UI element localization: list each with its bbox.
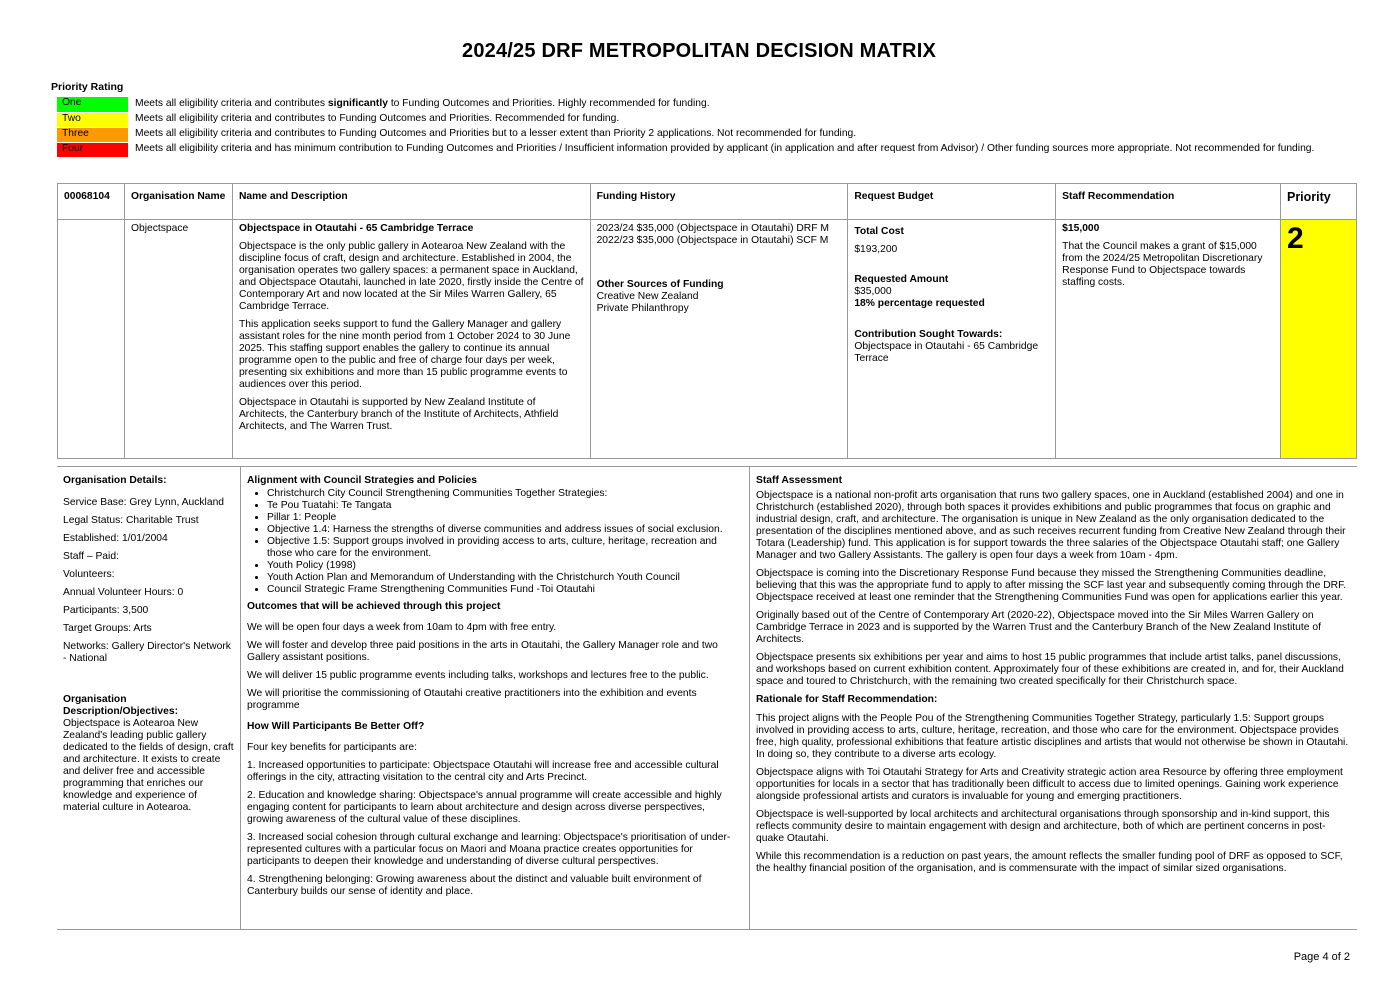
description-paragraph: This application seeks support to fund the Gallery Manager and gallery assistant roles for the nine month period from 1 October 2024 to 30 June 2025. This staffing support enables the gallery to continue its annual programme open to the public and free of charge four days per week, presenting six exhibitions and more than 15 public programme events to audiences over this period. [238,319,571,390]
priority-description-text: Meets all eligibility criteria and contributes to Funding Outcomes and Priorities. Recommended for funding. [135,113,620,124]
alignment-list [247,488,743,596]
description-paragraph: Objectspace is the only public gallery in Aotearoa New Zealand with the discipline focus of craft, design and architecture. Established in 2004, the organisation operates two gallery spaces: a permanent space in Auckland, and Objectspace Otautahi, launched in late 2020, firstly inside the Centre of Contemporary Art and now located at the Sir Miles Warren Gallery, 65 Cambridge Terrace. [238,241,584,312]
benefit-paragraph: 3. Increased social cohesion through cultural exchange and learning: Objectspace's prioritisation of under-represented cultures with a particular focus on Maori and Moana practice creates opportunities for participants to deepen their knowledge and understanding of diverse cultural perspectives. [247,832,731,867]
benefit-paragraph: 1. Increased opportunities to participate: Objectspace Otautahi will increase free and accessible cultural offerings in the city, attracting visitation to the central city and Arts Precinct. [247,760,719,783]
benefit-paragraph: 4. Strengthening belonging: Growing awareness about the distinct and valuable built environment of Canterbury builds our sense of identity and place. [247,874,702,897]
header-name-description: Name and Description [232,184,590,220]
assessment-paragraph: Originally based out of the Centre of Contemporary Art (2020-22), Objectspace moved into the Sir Miles Warren Gallery on Cambridge Terrace in 2023 and is supported by the Warren Trust and the Canterbury Branch of the New Zealand Institute of Architects. [756,610,1321,645]
priority-swatch: Four [57,142,128,157]
priority-description-emphasis: significantly [327,98,388,109]
priority-value: 2 [1286,222,1304,255]
org-detail-line: Target Groups: Arts [63,623,152,634]
priority-rating-row [57,142,1317,157]
alignment-item: • Christchurch City Council Strengthening Communities Together Strategies: [267,488,743,500]
outcome-paragraph: We will prioritise the commissioning of Otautahi creative practitioners into the exhibition and events programme [247,688,697,711]
rationale-paragraph: While this recommendation is a reduction on past years, the amount reflects the smaller funding pool of DRF as opposed to SCF, the healthy financial position of the organisation, and is commensurate with the impact of similar sized organisations. [756,851,1343,874]
priority-rating-heading: Priority Rating [51,81,124,93]
org-name-cell [124,220,232,459]
header-request-budget: Request Budget [848,184,1056,220]
percentage-requested: 18% percentage requested [854,298,985,309]
project-description [239,241,584,433]
alignment-column [240,467,749,929]
requested-amount-label: Requested Amount [854,274,949,285]
assessment-paragraph: Objectspace presents six exhibitions per year and aims to host 15 public programmes that include artist talks, panel discussions, and workshops based on current exhibition content. Approximately four of these exhibitions are created in, and for, their Auckland space and toured to Christchurch, with the remaining two created specifically for their Christchurch space. [756,652,1344,687]
rationale-heading: Rationale for Staff Recommendation: [756,694,938,705]
priority-description [128,97,1317,112]
id-cell [58,220,125,459]
benefit-paragraph: 2. Education and knowledge sharing: Objectspace's annual programme will create accessible and highly engaging content for participants to learn about architecture and design across diverse perspectives, growing awareness of the cultural value of these disciplines. [247,790,722,825]
org-detail-line: Networks: Gallery Director's Network - National [63,641,231,664]
outcome-paragraph: We will foster and develop three paid positions in the arts in Otautahi, the Gallery Manager role and two Gallery assistant positions. [247,640,718,663]
assessment-paragraph: Objectspace is a national non-profit arts organisation that runs two gallery spaces, one in Auckland (established 2004) and one in Christchurch (established 2020), through both spaces it provides exhibitions and public programmes that focus on graphic and industrial design, craft, and architecture. The organisation is unique in New Zealand as the only organisation dedicated to the presentation of the disciplines mentioned above, and as such receives recurrent funding from Creative New Zealand through their Totara (Leadership) fund. This application is for support towards the three salaries of the Objectspace Otautahi staff; one Gallery Manager and two Gallery Assistants. The gallery is open four days a week from 10am - 4pm. [756,490,1346,561]
staff-assessment-paragraphs [756,490,1351,688]
priority-description-text: Meets all eligibility criteria and contributes to Funding Outcomes and Priorities but to a lesser extent than Priority 2 applications. Not recommended for funding. [135,128,857,139]
rationale-paragraph: This project aligns with the People Pou of the Strengthening Communities Together Strategy, particularly 1.5: Support groups involved in providing access to arts, culture, heritage, recreation, and those who care for the environment. Objectspace provides free, high quality, professional exhibitions that feature artistic disciplines and artists that would not otherwise be shown in Otautahi. In doing so, they contribute to a diverse arts ecology. [756,713,1349,760]
org-detail-line: Service Base: Grey Lynn, Auckland [63,497,225,508]
rationale-paragraph: Objectspace is well-supported by local architects and architectural organisations through sponsorship and in-kind support, this reflects community desire to maintain engagement with design and architecture, both of which are pertinent concerns in post-quake Otautahi. [756,809,1330,844]
alignment-item: • Youth Policy (1998) [267,560,743,572]
priority-description [128,112,1317,127]
priority-rating-row [57,127,1317,142]
priority-description [128,142,1317,157]
outcomes-heading: Outcomes that will be achieved through this project [247,601,501,612]
header-org-name: Organisation Name [124,184,232,220]
priority-description-text: to Funding Outcomes and Priorities. Highly recommended for funding. [387,98,710,109]
header-staff-recommendation: Staff Recommendation [1056,184,1281,220]
priority-swatch: Three [57,127,128,142]
staff-assessment-heading: Staff Assessment [756,475,843,486]
header-funding-history: Funding History [590,184,848,220]
priority-description-text: Meets all eligibility criteria and contributes [135,98,328,109]
priority-rating-legend [57,97,1317,158]
priority-swatch: One [57,97,128,112]
other-source-entry: Creative New Zealand [596,291,699,302]
alignment-item: • Council Strategic Frame Strengthening Communities Fund -Toi Otautahi [267,584,743,596]
org-details-heading: Organisation Details: [63,475,167,486]
org-detail-line: Established: 1/01/2004 [63,533,168,544]
org-detail-line: Volunteers: [63,569,115,580]
description-paragraph: Objectspace in Otautahi is supported by New Zealand Institute of Architects, the Canterbury branch of the Institute of Architects, Athfield Architects, and The Warren Trust. [238,397,559,432]
application-table [57,183,1357,459]
org-name: Objectspace [130,223,189,234]
better-off-list [247,742,743,898]
total-cost-value: $193,200 [854,244,898,255]
org-description-heading: Organisation Description/Objectives: [63,694,179,717]
funding-history-list [597,223,842,247]
org-detail-line: Participants: 3,500 [63,605,149,616]
funding-history-cell [590,220,848,459]
alignment-heading: Alignment with Council Strategies and Policies [247,475,478,486]
priority-description [128,127,1317,142]
header-priority: Priority [1280,184,1356,220]
priority-cell [1280,220,1356,459]
better-off-heading: How Will Participants Be Better Off? [247,721,425,732]
org-details-list [63,497,234,665]
outcome-paragraph: We will deliver 15 public programme events including talks, workshops and lectures free to the public. [247,670,709,681]
request-budget-cell [848,220,1056,459]
requested-amount-value: $35,000 [854,286,892,297]
alignment-item: • Youth Action Plan and Memorandum of Understanding with the Christchurch Youth Council [267,572,743,584]
name-description-cell [232,220,590,459]
alignment-item: • Objective 1.5: Support groups involved in providing access to arts, culture, heritage, recreation and those who care for the environment. [267,536,743,560]
priority-rating-row [57,112,1317,127]
outcomes-list [247,622,743,712]
recommended-amount: $15,000 [1062,223,1100,234]
benefit-paragraph: Four key benefits for participants are: [247,742,417,753]
alignment-item: • Te Pou Tuatahi: Te Tangata [267,500,743,512]
other-source-entry: Private Philanthropy [596,303,689,314]
page-number: Page 4 of 2 [1293,951,1350,963]
rationale-paragraphs [756,713,1351,875]
priority-description-text: Meets all eligibility criteria and has minimum contribution to Funding Outcomes and Priorities / Insufficient information provided by applicant (in application and after request from Advisor) / Other funding sources more appropriate. Not recommended for funding. [135,143,1315,154]
assessment-section [57,466,1357,930]
application-id: 00068104 [58,184,125,220]
funding-history-entry: 2022/23 $35,000 (Objectspace in Otautahi) SCF M [596,235,829,246]
other-sources-list [597,291,842,315]
contribution-value: Objectspace in Otautahi - 65 Cambridge Terrace [854,341,1039,364]
priority-swatch: Two [57,112,128,127]
rationale-paragraph: Objectspace aligns with Toi Otautahi Strategy for Arts and Creativity strategic action area Resource by offering three employment opportunities for locals in a sector that has traditionally been difficult to access due to limited openings. Gaining work experience alongside professional artists and curators is invaluable for young and emerging practitioners. [756,767,1343,802]
organisation-details-column [57,467,240,929]
other-sources-heading: Other Sources of Funding [596,279,724,290]
alignment-item: • Pillar 1: People [267,512,743,524]
funding-history-entry: 2023/24 $35,000 (Objectspace in Otautahi) DRF M [596,223,829,234]
contribution-label: Contribution Sought Towards: [854,329,1003,340]
priority-rating-row [57,97,1317,112]
page-title: 2024/25 DRF METROPOLITAN DECISION MATRIX [462,40,936,62]
staff-assessment-column [749,467,1357,929]
org-detail-line: Legal Status: Charitable Trust [63,515,199,526]
assessment-paragraph: Objectspace is coming into the Discretionary Response Fund because they missed the Strengthening Communities deadline, believing that this was the appropriate fund to apply to after missing the SCF last year and subsequently coming through the DRF. Objectspace received at least one reminder that the Strengthening Communities Fund was open for applications earlier this year. [756,568,1347,603]
staff-recommendation-cell [1056,220,1281,459]
org-description-text: Objectspace is Aotearoa New Zealand's leading public gallery dedicated to the fields of design, craft and architecture. It exists to create and deliver free and accessible programming that enriches our knowledge and experience of material culture in Aotearoa. [63,718,234,813]
alignment-item: • Objective 1.4: Harness the strengths of diverse communities and address issues of social exclusion. [267,524,743,536]
project-title: Objectspace in Otautahi - 65 Cambridge Terrace [238,223,474,234]
total-cost-label: Total Cost [854,226,904,237]
org-detail-line: Annual Volunteer Hours: 0 [63,587,184,598]
outcome-paragraph: We will be open four days a week from 10am to 4pm with free entry. [247,622,557,633]
recommendation-text: That the Council makes a grant of $15,000 from the 2024/25 Metropolitan Discretionary Response Fund to Objectspace towards staffing costs. [1062,241,1263,288]
org-detail-line: Staff – Paid: [63,551,119,562]
